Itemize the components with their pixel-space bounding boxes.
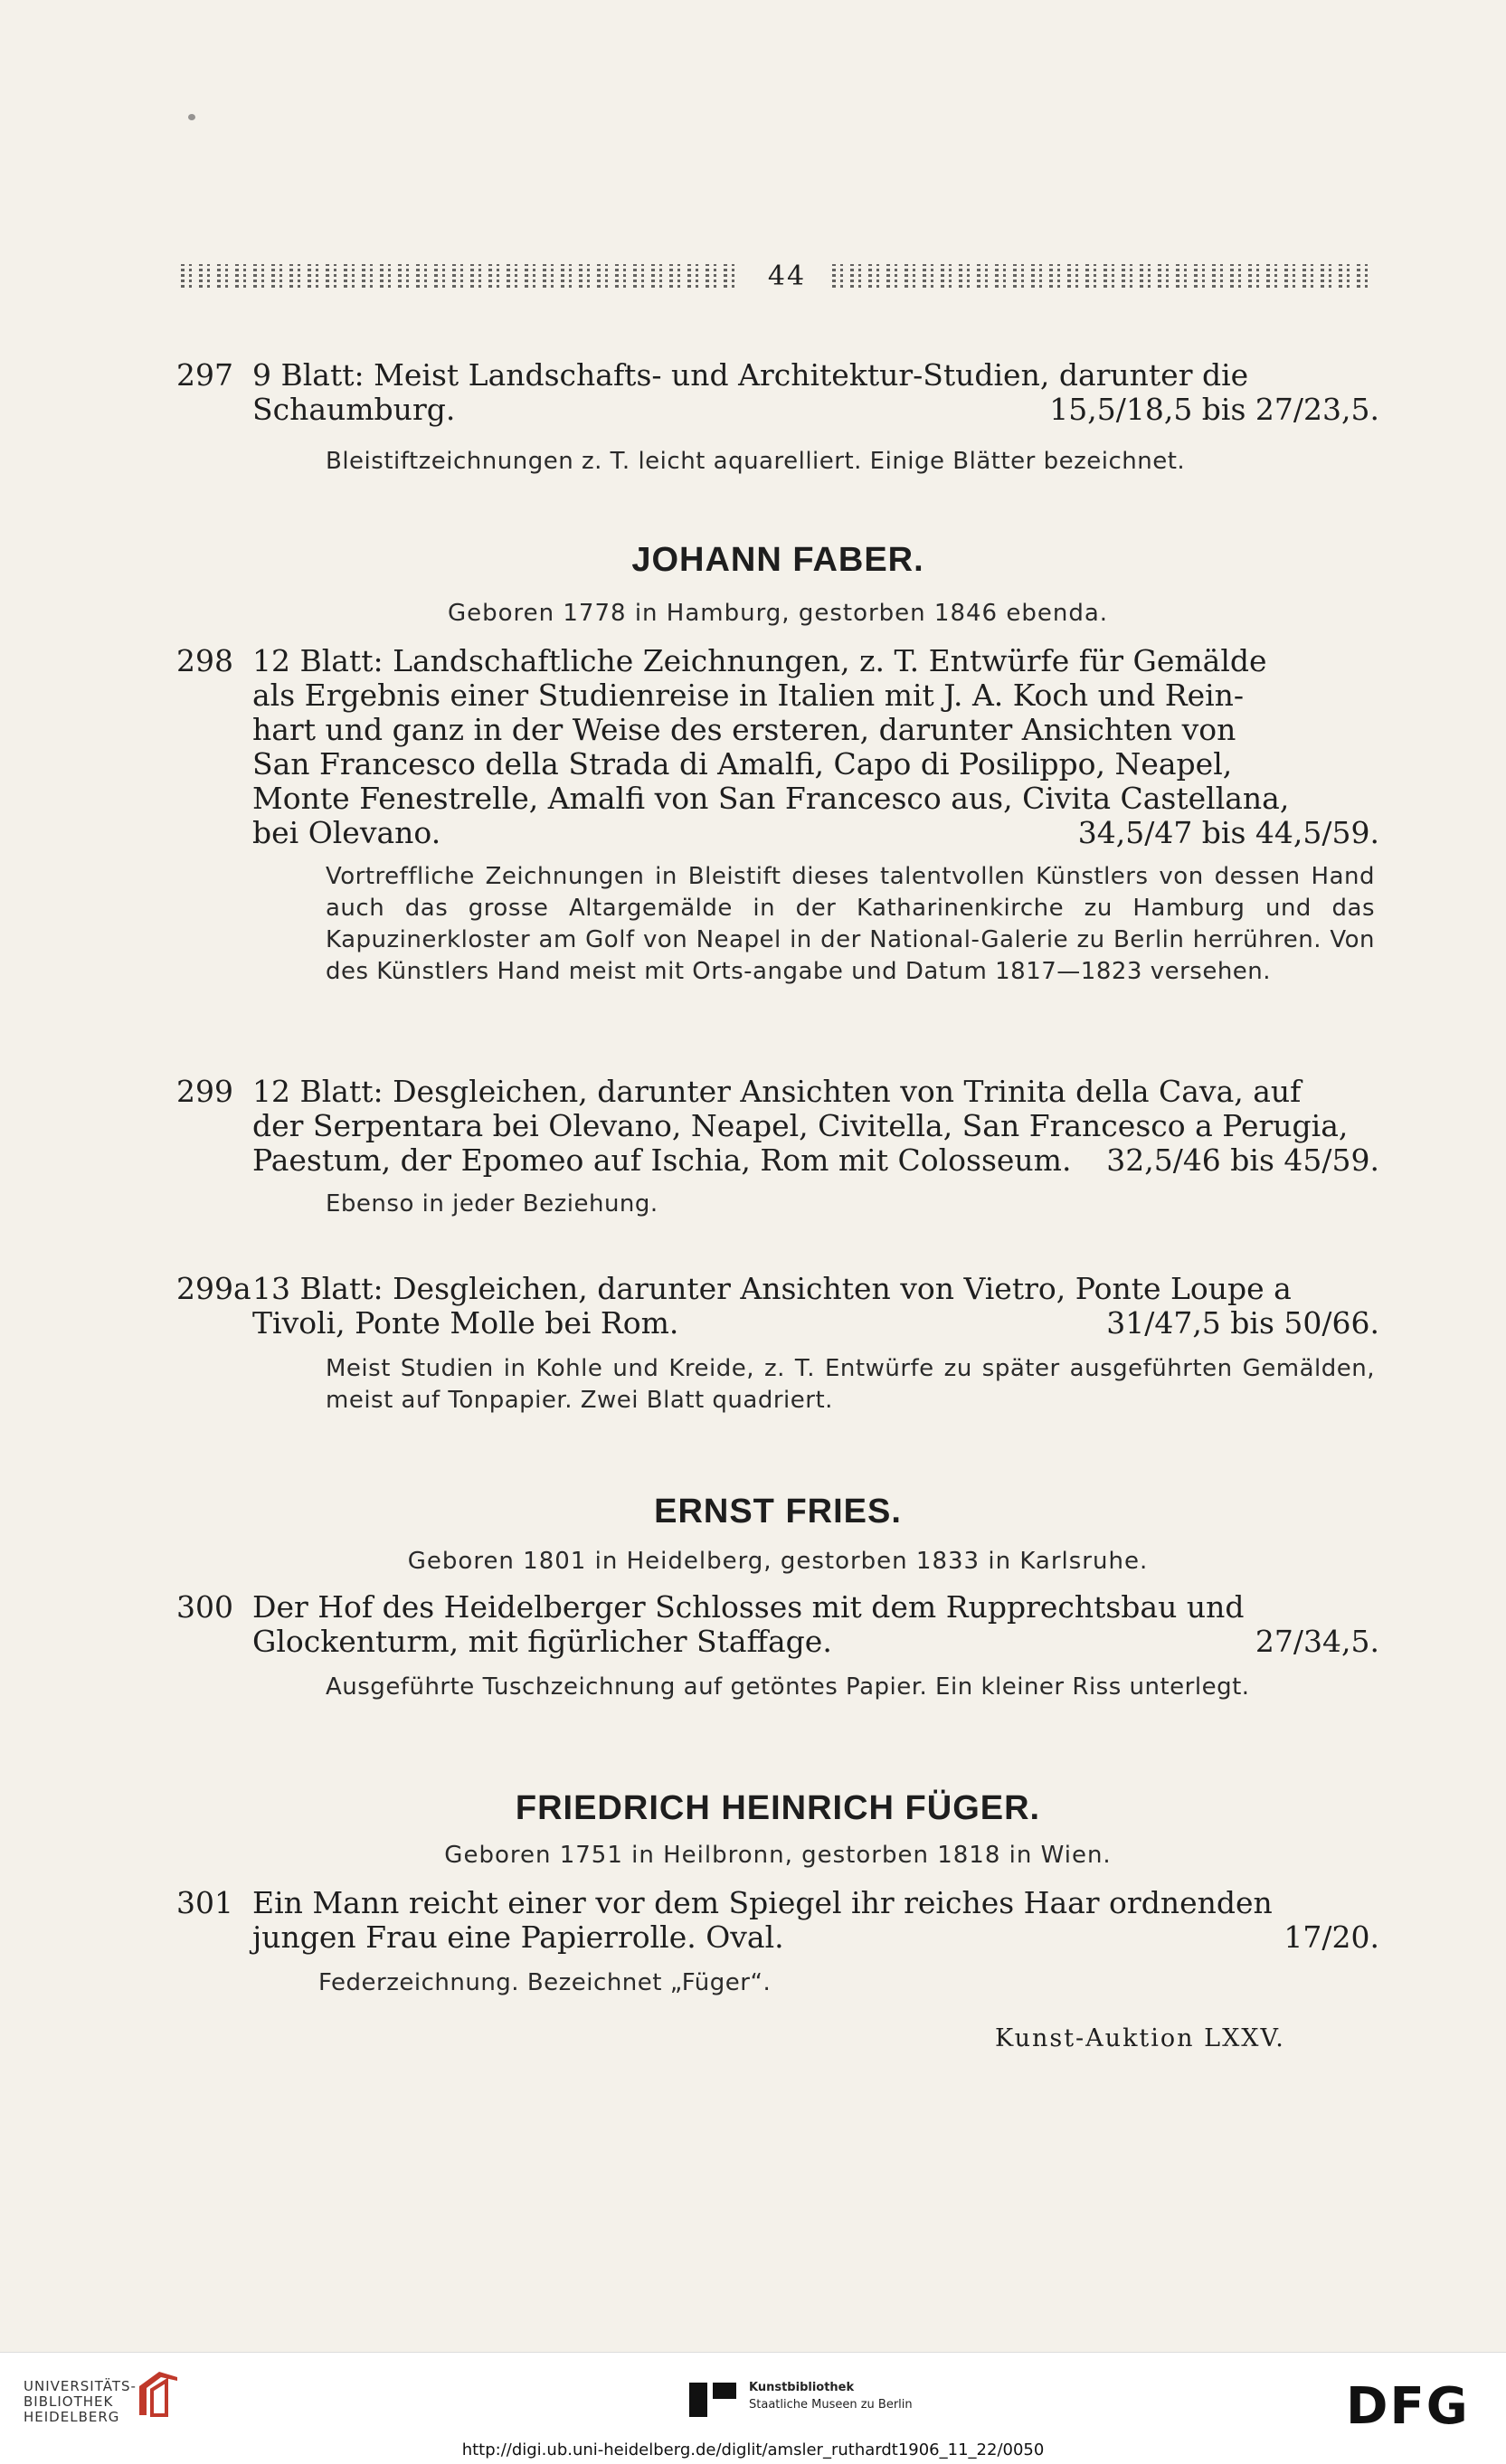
entry-note: Bleistiftzeichnungen z. T. leicht aquarelliert. Einige Blätter bezeichnet. bbox=[326, 448, 1186, 475]
entry-line: 13 Blatt: Desgleichen, darunter Ansichten von Vietro, Ponte Loupe a bbox=[252, 1271, 1292, 1306]
university-library-text bbox=[24, 2379, 137, 2425]
artist-heading: ERNST FRIES. bbox=[654, 1493, 902, 1531]
entry-line: jungen Frau eine Papierrolle. Oval. bbox=[252, 1919, 784, 1955]
entry-line: Der Hof des Heidelberger Schlosses mit dem Rupprechtsbau und bbox=[252, 1589, 1245, 1625]
entry-line: Ein Mann reicht einer vor dem Spiegel ihr reiches Haar ordnenden bbox=[252, 1885, 1273, 1920]
kb-subtitle: Staatliche Museen zu Berlin bbox=[749, 2398, 913, 2412]
catalog-entry-299a bbox=[176, 1272, 1379, 1341]
uni-line: BIBLIOTHEK bbox=[24, 2393, 114, 2410]
catalog-entry-297 bbox=[176, 358, 1379, 427]
entry-note: Ebenso in jeder Beziehung. bbox=[326, 1190, 658, 1218]
dimensions: 34,5/47 bis 44,5/59. bbox=[1077, 815, 1379, 850]
entry-line: Monte Fenestrelle, Amalfi von San Francesco aus, Civita Castellana, bbox=[252, 781, 1290, 816]
dimensions: 27/34,5. bbox=[1255, 1624, 1379, 1659]
entry-note: Ausgeführte Tuschzeichnung auf getöntes Papier. Ein kleiner Riss unterlegt. bbox=[326, 1673, 1250, 1701]
artist-heading: JOHANN FABER. bbox=[631, 541, 924, 579]
entry-line: der Serpentara bei Olevano, Neapel, Civitella, San Francesco a Perugia, bbox=[252, 1108, 1349, 1143]
dimensions: 17/20. bbox=[1283, 1919, 1379, 1955]
lot-number: 301 bbox=[176, 1885, 233, 1920]
uni-line: HEIDELBERG bbox=[24, 2409, 120, 2425]
artist-dates: Geboren 1801 in Heidelberg, gestorben 1833 in Karlsruhe. bbox=[407, 1548, 1149, 1575]
artist-heading: FRIEDRICH HEINRICH FÜGER. bbox=[515, 1789, 1041, 1827]
lot-number: 297 bbox=[176, 357, 233, 393]
ink-spot bbox=[188, 114, 195, 120]
kunstbibliothek-text bbox=[749, 2379, 913, 2413]
artist-dates: Geboren 1751 in Heilbronn, gestorben 1818 in Wien. bbox=[444, 1842, 1112, 1869]
lot-number: 300 bbox=[176, 1589, 233, 1625]
page-number: 44 bbox=[767, 261, 807, 292]
kunstbibliothek-logo-icon bbox=[687, 2377, 742, 2422]
entry-line: als Ergebnis einer Studienreise in Italien mit J. A. Koch und Rein- bbox=[252, 678, 1245, 713]
ornament-left bbox=[181, 264, 734, 288]
page-header bbox=[181, 261, 1375, 293]
entry-line: 9 Blatt: Meist Landschafts- und Architektur-Studien, darunter die bbox=[252, 357, 1249, 393]
uni-line: UNIVERSITÄTS- bbox=[24, 2378, 137, 2394]
dimensions: 32,5/46 bis 45/59. bbox=[1106, 1142, 1379, 1178]
catalog-entry-300 bbox=[176, 1590, 1379, 1659]
dfg-logo: DFG bbox=[1346, 2377, 1470, 2436]
source-url[interactable]: http://digi.ub.uni-heidelberg.de/diglit/amsler_ruthardt1906_11_22/0050 bbox=[461, 2440, 1045, 2459]
artist-dates: Geboren 1778 in Hamburg, gestorben 1846 ebenda. bbox=[447, 600, 1109, 627]
entry-line: hart und ganz in der Weise des ersteren, darunter Ansichten von bbox=[252, 712, 1236, 747]
dimensions: 31/47,5 bis 50/66. bbox=[1106, 1305, 1379, 1341]
kb-title: Kunstbibliothek bbox=[749, 2381, 855, 2394]
entry-line: bei Olevano. bbox=[252, 815, 441, 850]
ornament-right bbox=[832, 264, 1375, 288]
entry-line: Glockenturm, mit figürlicher Staffage. bbox=[252, 1624, 832, 1659]
entry-note: Vortreffliche Zeichnungen in Bleistift dieses talentvollen Künstlers von dessen Hand auch das grosse Altargemälde in der Katharinenkirche zu Hamburg und das Kapuzinerkloster am Golf von Neapel in der National-Galerie zu Berlin herrühren. Von des Künstlers Hand meist mit Orts-angabe und Datum 1817—1823 versehen. bbox=[326, 863, 1375, 985]
lot-number: 299 bbox=[176, 1074, 233, 1109]
catalog-entry-299 bbox=[176, 1075, 1379, 1178]
entry-note: Meist Studien in Kohle und Kreide, z. T. Entwürfe zu später ausgeführten Gemälden, meist auf Tonpapier. Zwei Blatt quadriert. bbox=[326, 1355, 1375, 1414]
entry-line: Schaumburg. bbox=[252, 392, 456, 427]
entry-line: San Francesco della Strada di Amalfi, Capo di Posilippo, Neapel, bbox=[252, 746, 1233, 782]
lot-number: 298 bbox=[176, 643, 233, 678]
entry-line: 12 Blatt: Desgleichen, darunter Ansichten von Trinita della Cava, auf bbox=[252, 1074, 1302, 1109]
entry-note: Federzeichnung. Bezeichnet „Füger“. bbox=[318, 1969, 772, 1996]
catalog-entry-298 bbox=[176, 644, 1379, 850]
dimensions: 15,5/18,5 bis 27/23,5. bbox=[1049, 392, 1379, 427]
signature-mark: Kunst-Auktion LXXV. bbox=[995, 2024, 1285, 2052]
entry-line: Paestum, der Epomeo auf Ischia, Rom mit Colosseum. bbox=[252, 1142, 1072, 1178]
catalog-entry-301 bbox=[176, 1886, 1379, 1955]
entry-line: 12 Blatt: Landschaftliche Zeichnungen, z. T. Entwürfe für Gemälde bbox=[252, 643, 1267, 678]
lot-number: 299a bbox=[176, 1271, 251, 1306]
entry-line: Tivoli, Ponte Molle bei Rom. bbox=[252, 1305, 679, 1341]
university-logo-icon bbox=[136, 2368, 181, 2419]
